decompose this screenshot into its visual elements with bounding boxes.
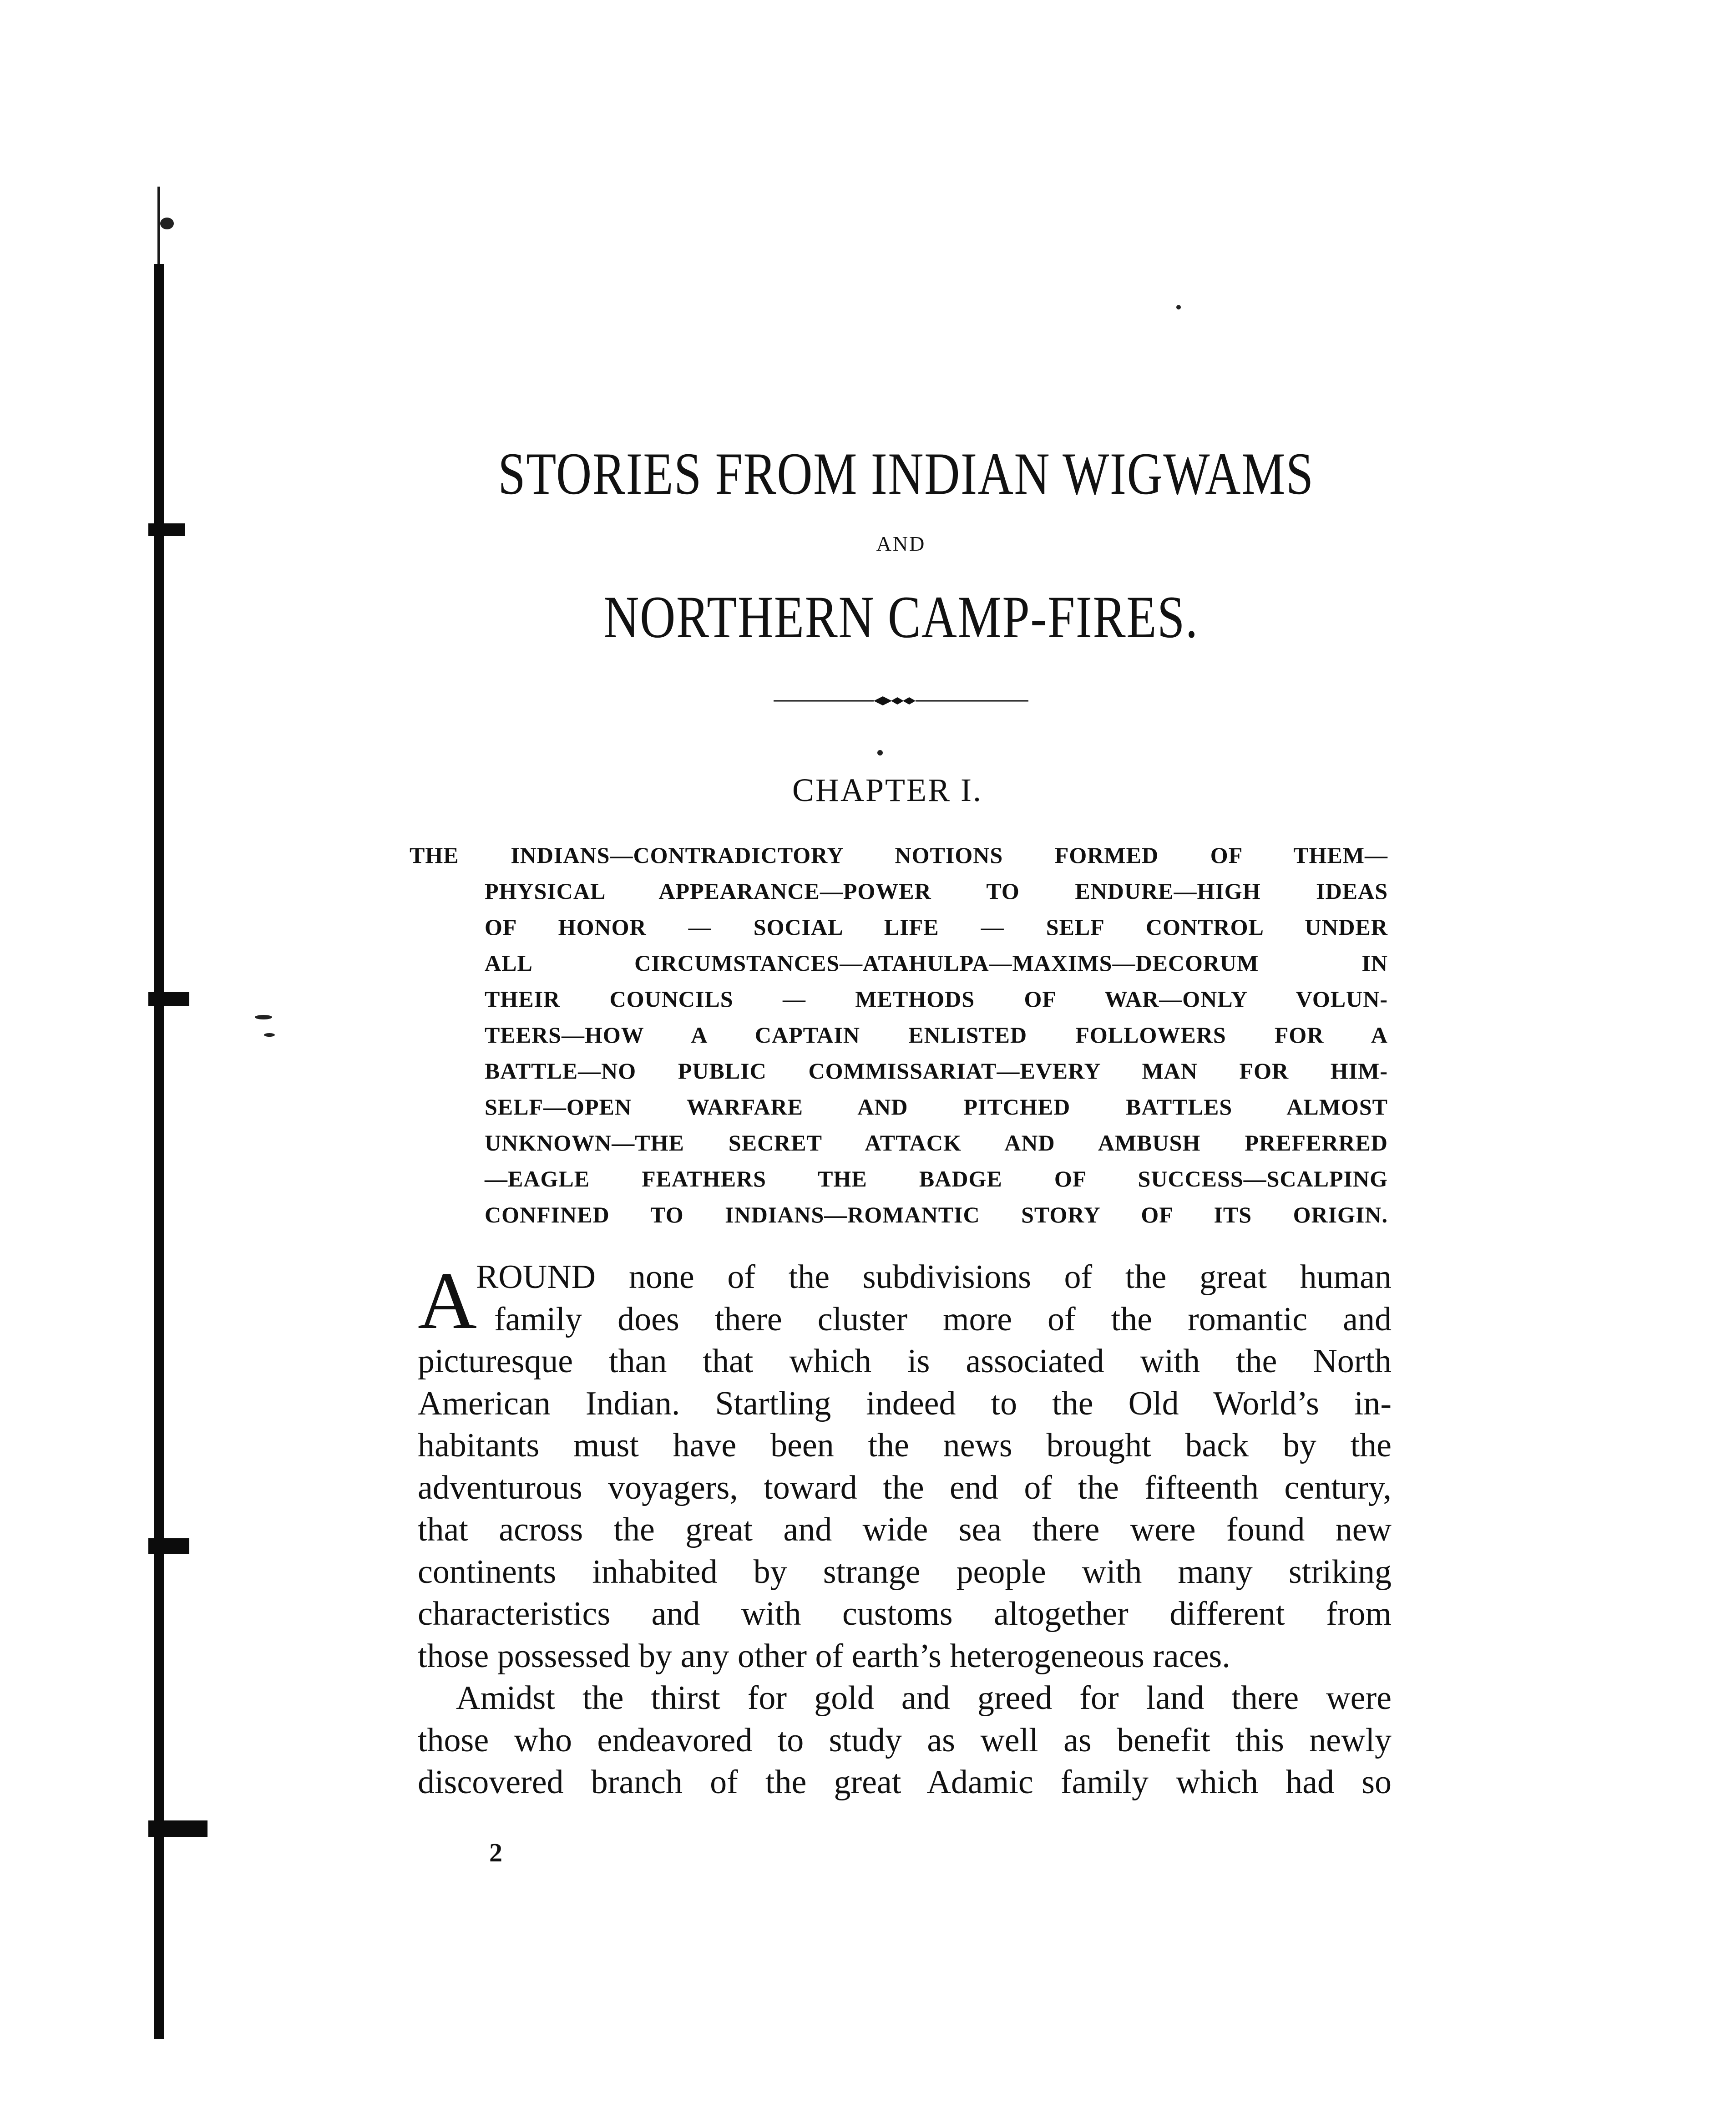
ink-speck [255, 1015, 272, 1019]
body-line: that across the great and wide sea there were found new [418, 1511, 1392, 1548]
body-line: adventurous voyagers, toward the end of the fifteenth century, [418, 1469, 1392, 1506]
body-line: characteristics and with customs altogether different from [418, 1595, 1392, 1632]
drop-cap: A [418, 1255, 477, 1346]
body-line: picturesque than that which is associated with the North [418, 1343, 1392, 1380]
synopsis-line: PHYSICAL APPEARANCE—POWER TO ENDURE—HIGH IDEAS [485, 878, 1388, 904]
body-line: continents inhabited by strange people with many striking [418, 1553, 1392, 1591]
binding-notch [148, 992, 189, 1006]
synopsis-line: —EAGLE FEATHERS THE BADGE OF SUCCESS—SCALPING [485, 1166, 1388, 1191]
ink-speck [160, 218, 174, 229]
book-title-line-2: NORTHERN CAMP-FIRES. [603, 583, 1199, 650]
body-line: American Indian. Startling indeed to the Old World’s in- [418, 1384, 1392, 1422]
chapter-synopsis [410, 837, 1388, 1233]
ornamental-divider [774, 692, 1028, 710]
book-title-conjunction: AND [876, 532, 926, 555]
ink-speck [877, 750, 883, 755]
page-number: 2 [489, 1838, 502, 1867]
synopsis-line: BATTLE—NO PUBLIC COMMISSARIAT—EVERY MAN FOR HIM- [485, 1058, 1388, 1084]
synopsis-line: ALL CIRCUMSTANCES—ATAHULPA—MAXIMS—DECORUM IN [485, 950, 1388, 976]
synopsis-line: CONFINED TO INDIANS—ROMANTIC STORY OF ITS ORIGIN. [485, 1202, 1388, 1227]
body-line: family does there cluster more of the romantic and [494, 1300, 1392, 1338]
chapter-heading: CHAPTER I. [792, 772, 983, 808]
book-title-line-1: STORIES FROM INDIAN WIGWAMS [498, 440, 1314, 507]
synopsis-line: OF HONOR — SOCIAL LIFE — SELF CONTROL UNDER [485, 914, 1388, 940]
ink-speck [1176, 305, 1181, 309]
body-line: those possessed by any other of earth’s heterogeneous races. [418, 1637, 1230, 1675]
paragraph-1 [418, 1256, 1392, 1677]
synopsis-line: SELF—OPEN WARFARE AND PITCHED BATTLES ALMOST [485, 1094, 1388, 1120]
paragraph-2 [418, 1677, 1392, 1804]
binding-notch [148, 523, 185, 536]
synopsis-line: THEIR COUNCILS — METHODS OF WAR—ONLY VOLUN- [485, 986, 1388, 1012]
binding-edge-top [157, 187, 160, 273]
synopsis-line: THE INDIANS—CONTRADICTORY NOTIONS FORMED OF THEM— [410, 842, 1388, 868]
binding-notch [148, 1538, 189, 1554]
body-line: habitants must have been the news brought back by the [418, 1427, 1392, 1464]
synopsis-line: UNKNOWN—THE SECRET ATTACK AND AMBUSH PREFERRED [485, 1130, 1388, 1156]
body-line: Amidst the thirst for gold and greed for land there were [456, 1679, 1392, 1717]
body-line: discovered branch of the great Adamic family which had so [418, 1764, 1392, 1801]
body-text [418, 1256, 1392, 1804]
body-line: those who endeavored to study as well as benefit this newly [418, 1721, 1392, 1759]
synopsis-line: TEERS—HOW A CAPTAIN ENLISTED FOLLOWERS FOR A [485, 1022, 1388, 1048]
binding-notch [148, 1820, 208, 1837]
ink-speck [264, 1033, 275, 1037]
body-line: ROUND none of the subdivisions of the great human [476, 1258, 1392, 1296]
